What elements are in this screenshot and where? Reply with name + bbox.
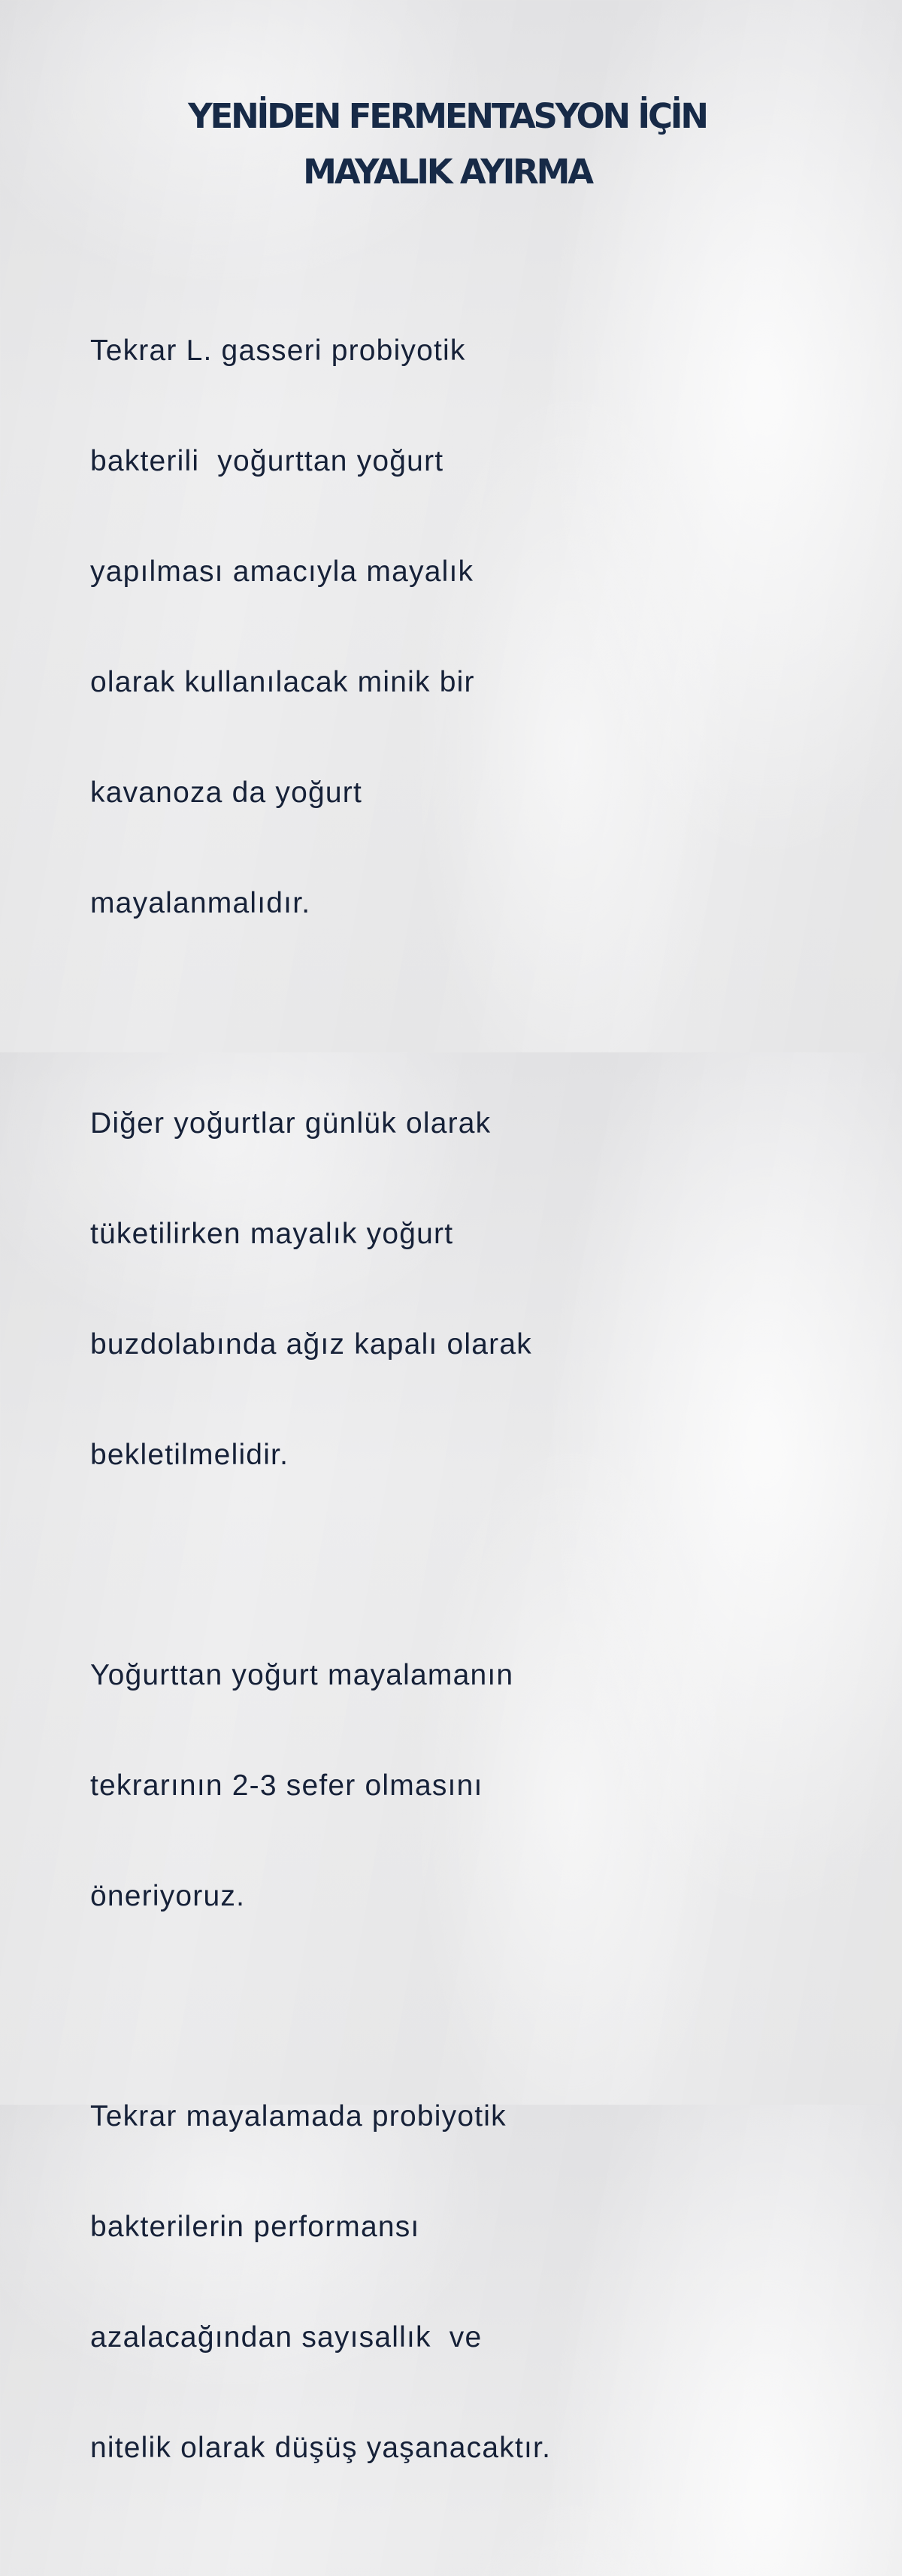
text-line: azalacağından sayısallık ve — [90, 2321, 483, 2354]
text-line: bakterili yoğurttan yoğurt — [90, 445, 444, 477]
text-line: Tekrar mayalamada probiyotik — [90, 2100, 507, 2133]
title-line-2: MAYALIK AYIRMA — [303, 152, 592, 192]
title-line-1: YENİDEN FERMENTASYON İÇİN — [188, 96, 707, 136]
page-title — [0, 89, 894, 200]
text-line: buzdolabında ağız kapalı olarak — [90, 1328, 532, 1361]
text-line: Yoğurttan yoğurt mayalamanın — [90, 1659, 514, 1691]
text-line: mayalanmalıdır. — [90, 887, 311, 919]
body-text — [90, 259, 631, 2576]
text-line: nitelik olarak düşüş yaşanacaktır. — [90, 2432, 552, 2464]
text-line: kavanoza da yoğurt — [90, 776, 362, 809]
text-line: Diğer yoğurtlar günlük olarak — [90, 1107, 492, 1140]
text-line: bekletilmelidir. — [90, 1439, 289, 1471]
text-line: bakterilerin performansı — [90, 2211, 420, 2243]
text-line: öneriyoruz. — [90, 1880, 246, 1912]
text-line: yapılması amacıyla mayalık — [90, 555, 474, 588]
text-line: tekrarının 2-3 sefer olmasını — [90, 1769, 483, 1802]
text-line: olarak kullanılacak minik bir — [90, 666, 475, 698]
paragraph-1 — [90, 259, 631, 995]
text-line: Tekrar L. gasseri probiyotik — [90, 334, 466, 367]
paragraph-2 — [90, 1031, 631, 1547]
paragraph-4 — [90, 2024, 631, 2540]
paragraph-3 — [90, 1583, 631, 1988]
text-line: tüketilirken mayalık yoğurt — [90, 1218, 454, 1250]
